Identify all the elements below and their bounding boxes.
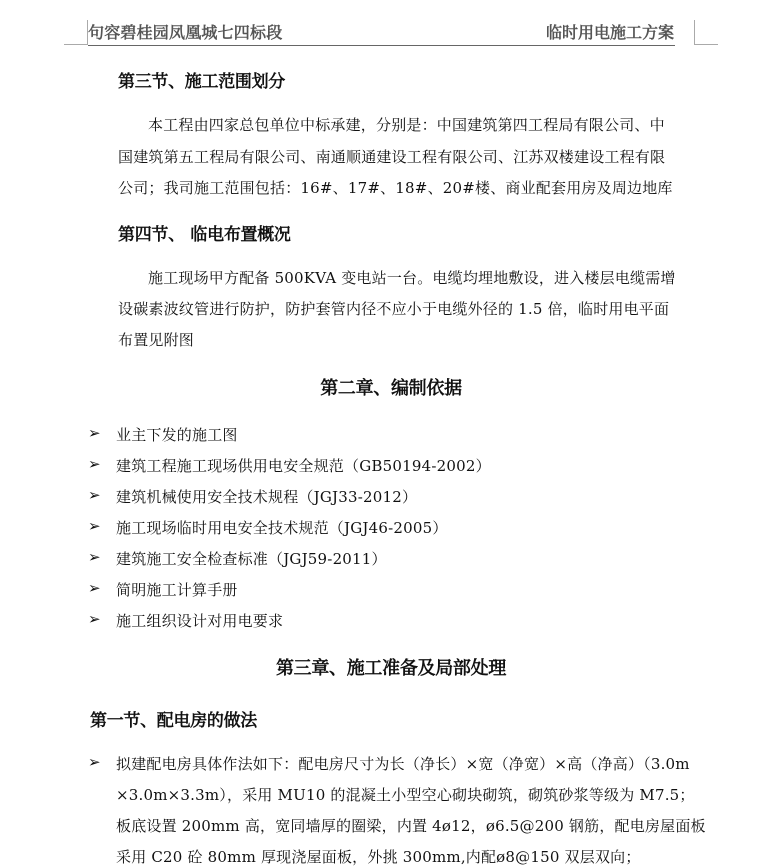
crop-mark-left: [64, 44, 88, 45]
list-item: 施工现场临时用电安全技术规范（JGJ46-2005）: [116, 519, 448, 537]
list-item: 建筑工程施工现场供用电安全规范（GB50194-2002）: [116, 457, 491, 475]
list-item: 业主下发的施工图: [116, 426, 238, 444]
bullet-arrow-icon: ➢: [88, 579, 101, 597]
paragraph-line: ×3.0m×3.3m），采用 MU10 的混凝土小型空心砌块砌筑，砌筑砂浆等级为 M7.5；: [116, 786, 695, 804]
crop-mark-left-vertical: [87, 20, 88, 45]
crop-mark-right: [694, 44, 718, 45]
bullet-arrow-icon: ➢: [88, 517, 101, 535]
bullet-arrow-icon: ➢: [88, 455, 101, 473]
paragraph-line: 公司；我司施工范围包括：16#、17#、18#、20#楼、商业配套用房及周边地库: [118, 179, 673, 197]
bullet-arrow-icon: ➢: [88, 486, 101, 504]
paragraph-line: 板底设置 200mm 高，宽同墙厚的圈梁，内置 4ø12，ø6.5@200 钢筋，配电房屋面板: [116, 817, 706, 835]
bullet-arrow-icon: ➢: [88, 753, 101, 771]
chapter-heading: 第二章、编制依据: [320, 378, 462, 399]
list-item: 建筑机械使用安全技术规程（JGJ33-2012）: [116, 488, 418, 506]
paragraph-line: 采用 C20 砼 80mm 厚现浇屋面板，外挑 300mm,内配ø8@150 双层双向；: [116, 848, 641, 866]
list-item: 建筑施工安全检查标准（JGJ59-2011）: [116, 550, 387, 568]
paragraph-line: 国建筑第五工程局有限公司、南通顺通建设工程有限公司、江苏双楼建设工程有限: [118, 148, 666, 166]
paragraph-line: 施工现场甲方配备 500KVA 变电站一台。电缆均埋地敷设，进入楼层电缆需增: [148, 269, 676, 287]
bullet-arrow-icon: ➢: [88, 548, 101, 566]
paragraph-line: 布置见附图: [118, 331, 195, 349]
paragraph-line: 拟建配电房具体作法如下：配电房尺寸为长（净长）×宽（净宽）×高（净高）（3.0m: [116, 755, 690, 773]
section-heading: 第一节、配电房的做法: [90, 711, 257, 731]
list-item: 简明施工计算手册: [116, 581, 238, 599]
bullet-arrow-icon: ➢: [88, 424, 101, 442]
crop-mark-right-vertical: [694, 20, 695, 45]
section-heading: 第三节、施工范围划分: [118, 72, 285, 92]
paragraph-line: 本工程由四家总包单位中标承建，分别是：中国建筑第四工程局有限公司、中: [148, 116, 665, 134]
bullet-arrow-icon: ➢: [88, 610, 101, 628]
header-rule: [88, 45, 675, 46]
paragraph-line: 设碳素波纹管进行防护，防护套管内径不应小于电缆外径的 1.5 倍，临时用电平面: [118, 300, 670, 318]
section-heading: 第四节、 临电布置概况: [118, 225, 291, 245]
chapter-heading: 第三章、施工准备及局部处理: [275, 658, 507, 679]
header-document-title: 临时用电施工方案: [545, 23, 674, 42]
list-item: 施工组织设计对用电要求: [116, 612, 284, 630]
header-project-name: 句容碧桂园凤凰城七四标段: [88, 23, 283, 42]
